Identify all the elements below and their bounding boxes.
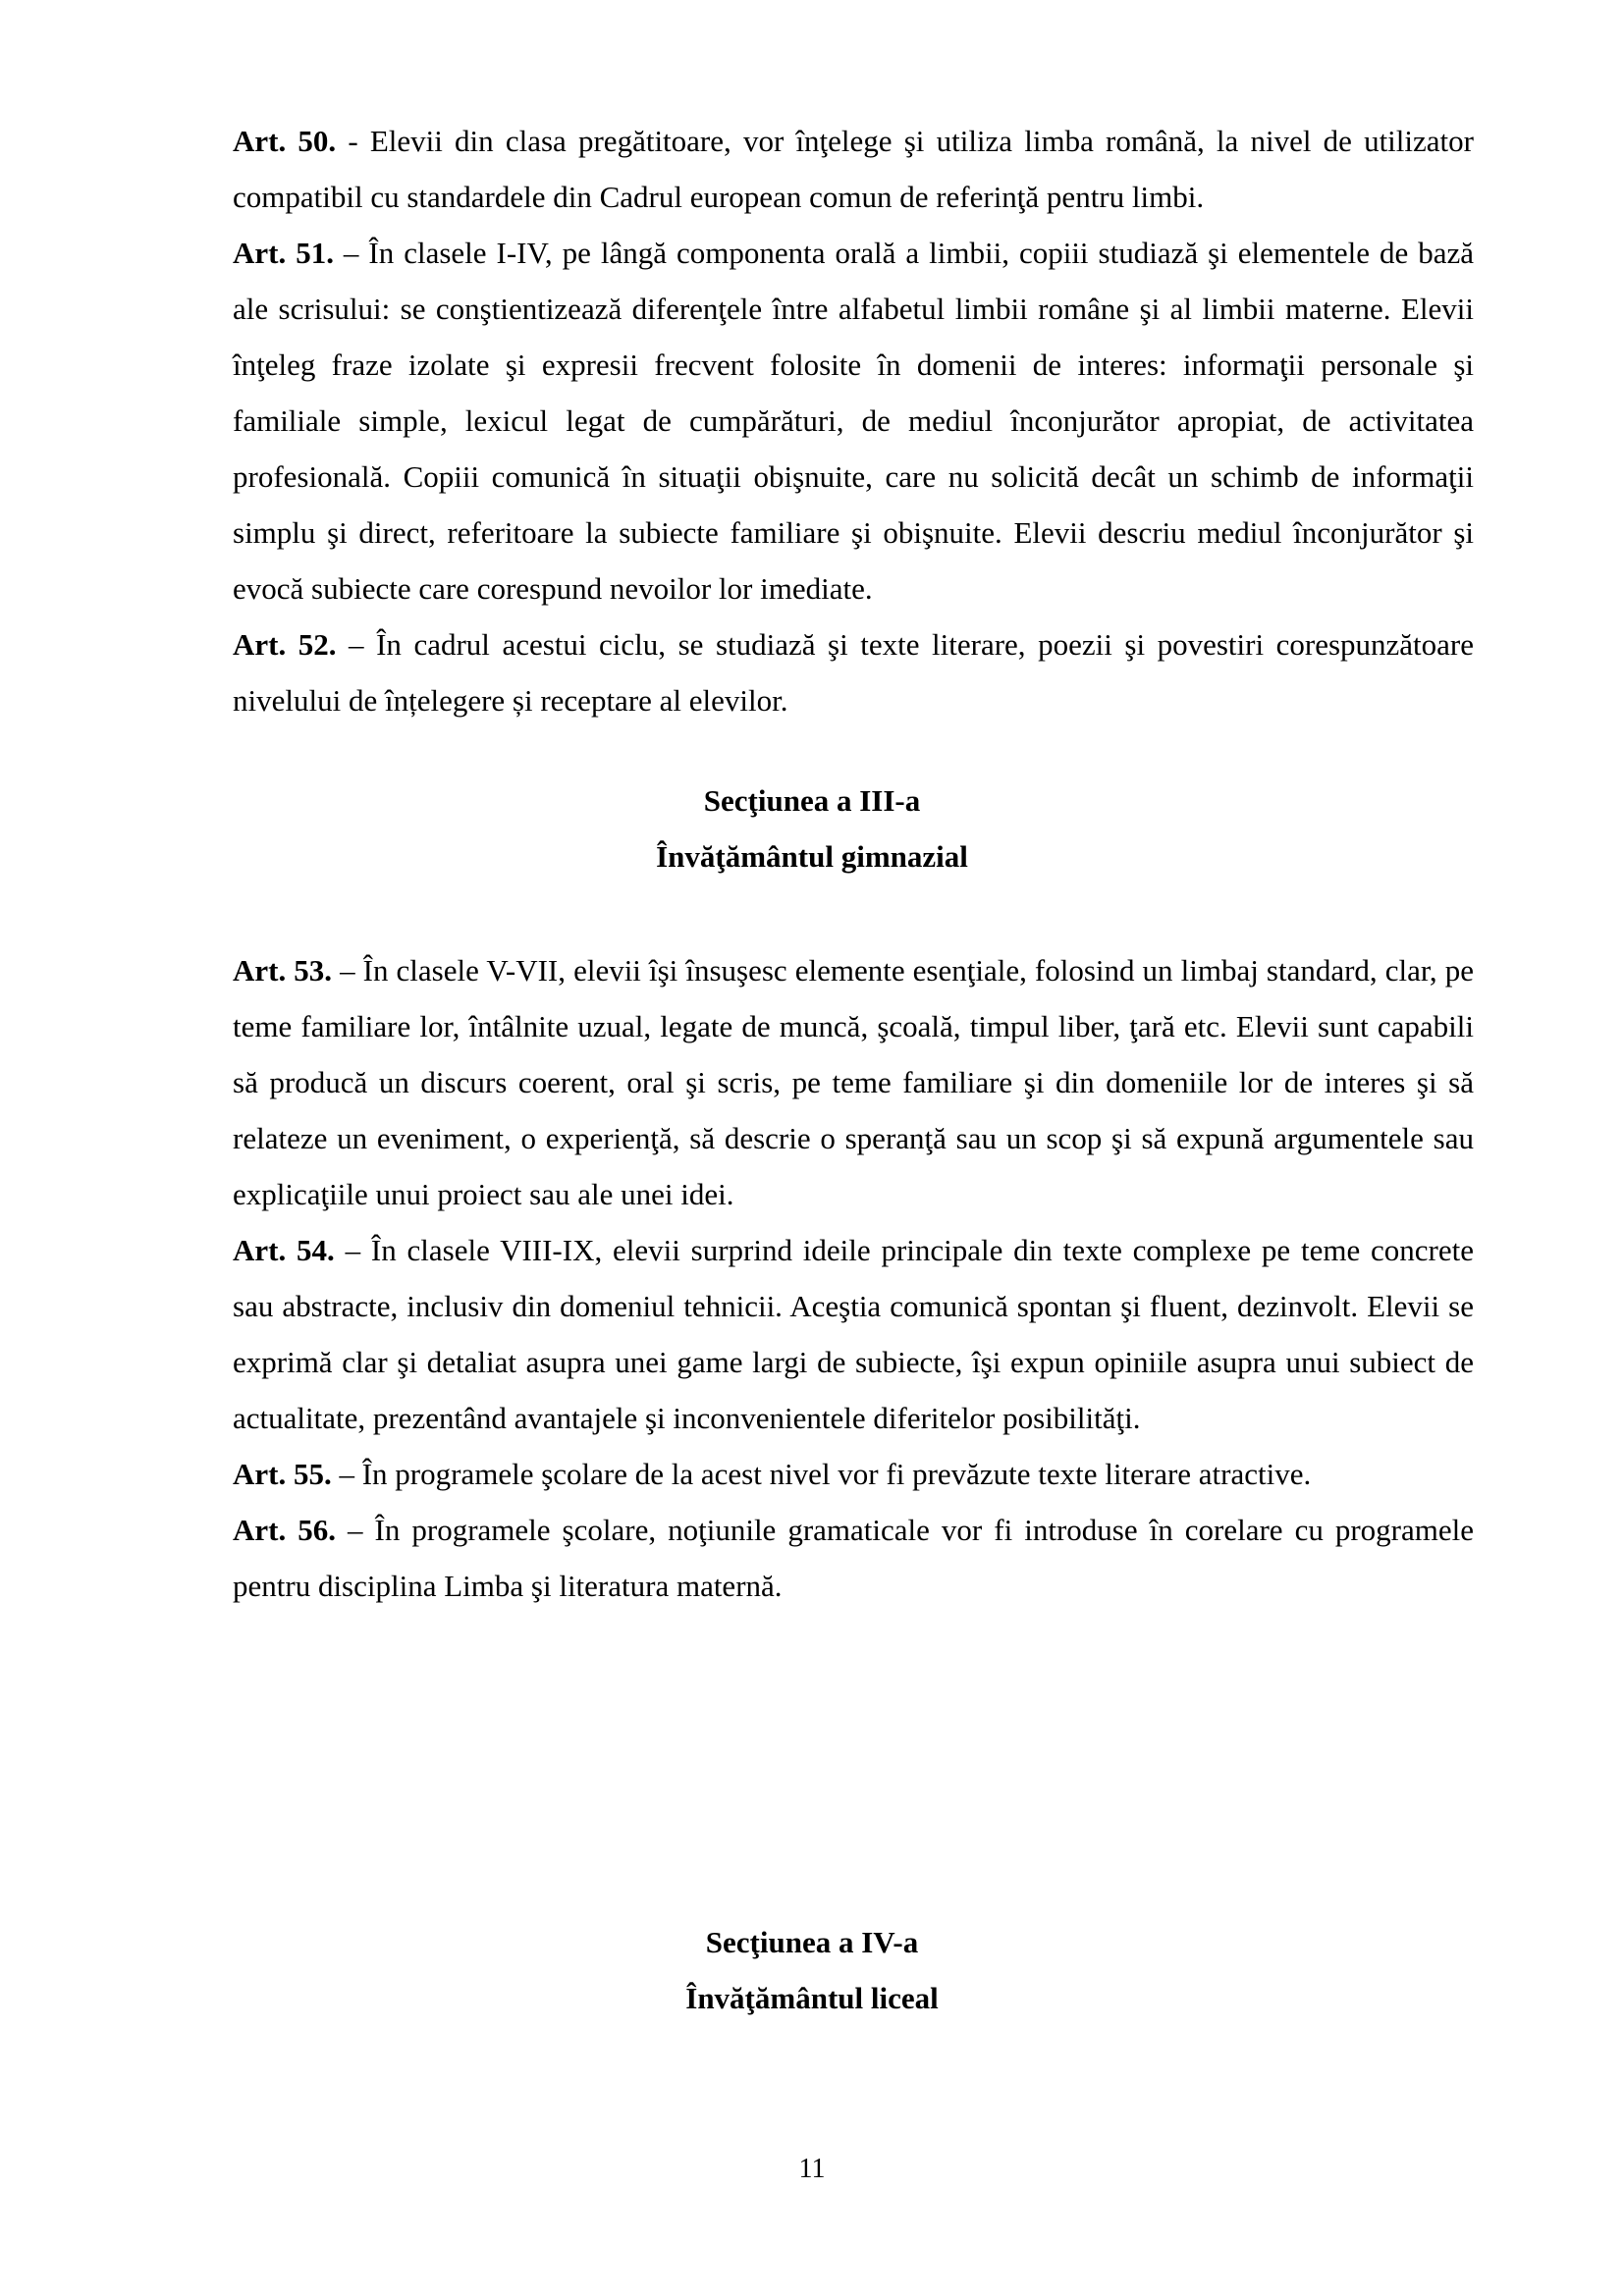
article-50 <box>233 113 1474 225</box>
article-separator: – <box>332 953 363 988</box>
article-number: Art. 53. <box>233 953 333 988</box>
article-text: Elevii din clasa pregătitoare, vor înţelege şi utiliza limba română, la nivel de utilizator compatibil cu standardele din Cadrul european comun de referinţă pentru limbi. <box>233 124 1474 214</box>
section-title: Secţiunea a III-a <box>703 783 921 818</box>
section-title: Secţiunea a IV-a <box>705 1925 919 1959</box>
section-4-heading <box>0 1914 1624 2026</box>
article-text: În clasele I-IV, pe lângă componenta orală a limbii, copiii studiază şi elementele de bază ale scrisului: se conştientizează diferenţele între alfabetul limbii române şi al limbii materne. Elevii înţeleg fraze izolate şi expresii frecvent folosite în domenii de interes: informaţii personale şi familiale simple, lexicul legat de cumpărături, de mediul înconjurător apropiat, de activitatea profesională. Copiii comunică în situaţii obişnuite, care nu solicită decât un schimb de informaţii simplu şi direct, referitoare la subiecte familiare şi obişnuite. Elevii descriu mediul înconjurător şi evocă subiecte care corespund nevoilor lor imediate. <box>233 236 1474 606</box>
article-number: Art. 52. <box>233 627 337 662</box>
article-51 <box>233 225 1474 616</box>
article-55 <box>233 1446 1474 1502</box>
articles-block-1 <box>233 113 1474 728</box>
article-number: Art. 50. <box>233 124 337 158</box>
section-3-heading <box>0 773 1624 884</box>
section-subtitle: Învăţământul gimnazial <box>656 839 968 874</box>
article-54 <box>233 1222 1474 1446</box>
article-56 <box>233 1502 1474 1614</box>
article-separator: – <box>331 1457 362 1491</box>
article-separator: - <box>336 124 370 158</box>
article-separator: – <box>336 627 377 662</box>
article-text: În programele şcolare de la acest nivel vor fi prevăzute texte literare atractive. <box>361 1457 1312 1491</box>
article-text: În cadrul acestui ciclu, se studiază şi texte literare, poezii şi povestiri corespunzătoare nivelului de înțelegere și receptare al elevilor. <box>233 627 1474 718</box>
article-number: Art. 55. <box>233 1457 332 1491</box>
article-number: Art. 51. <box>233 236 334 270</box>
article-53 <box>233 942 1474 1222</box>
article-number: Art. 56. <box>233 1513 336 1547</box>
articles-block-2 <box>233 942 1474 1614</box>
article-separator: – <box>336 1513 375 1547</box>
page-number: 11 <box>798 2154 826 2184</box>
article-text: În clasele V-VII, elevii îşi însuşesc elemente esenţiale, folosind un limbaj standard, clar, pe teme familiare lor, întâlnite uzual, legate de muncă, şcoală, timpul liber, ţară etc. Elevii sunt capabili să producă un discurs coerent, oral şi scris, pe teme familiare şi din domeniile lor de interes şi să relateze un eveniment, o experienţă, să descrie o speranţă sau un scop şi să expună argumentele sau explicaţiile unui proiect sau ale unei idei. <box>233 953 1474 1211</box>
article-separator: – <box>334 1233 371 1267</box>
article-text: În clasele VIII-IX, elevii surprind ideile principale din texte complexe pe teme concrete sau abstracte, inclusiv din domeniul tehnicii. Aceştia comunică spontan şi fluent, dezinvolt. Elevii se exprimă clar şi detaliat asupra unei game largi de subiecte, îşi expun opiniile asupra unui subiect de actualitate, prezentând avantajele şi inconvenientele diferitelor posibilităţi. <box>233 1233 1475 1435</box>
article-separator: – <box>333 236 369 270</box>
article-number: Art. 54. <box>233 1233 335 1267</box>
article-52 <box>233 616 1474 728</box>
section-subtitle: Învăţământul liceal <box>685 1981 939 2015</box>
article-text: În programele şcolare, noţiunile gramaticale vor fi introduse în corelare cu programele pentru disciplina Limba şi literatura maternă. <box>233 1513 1474 1603</box>
